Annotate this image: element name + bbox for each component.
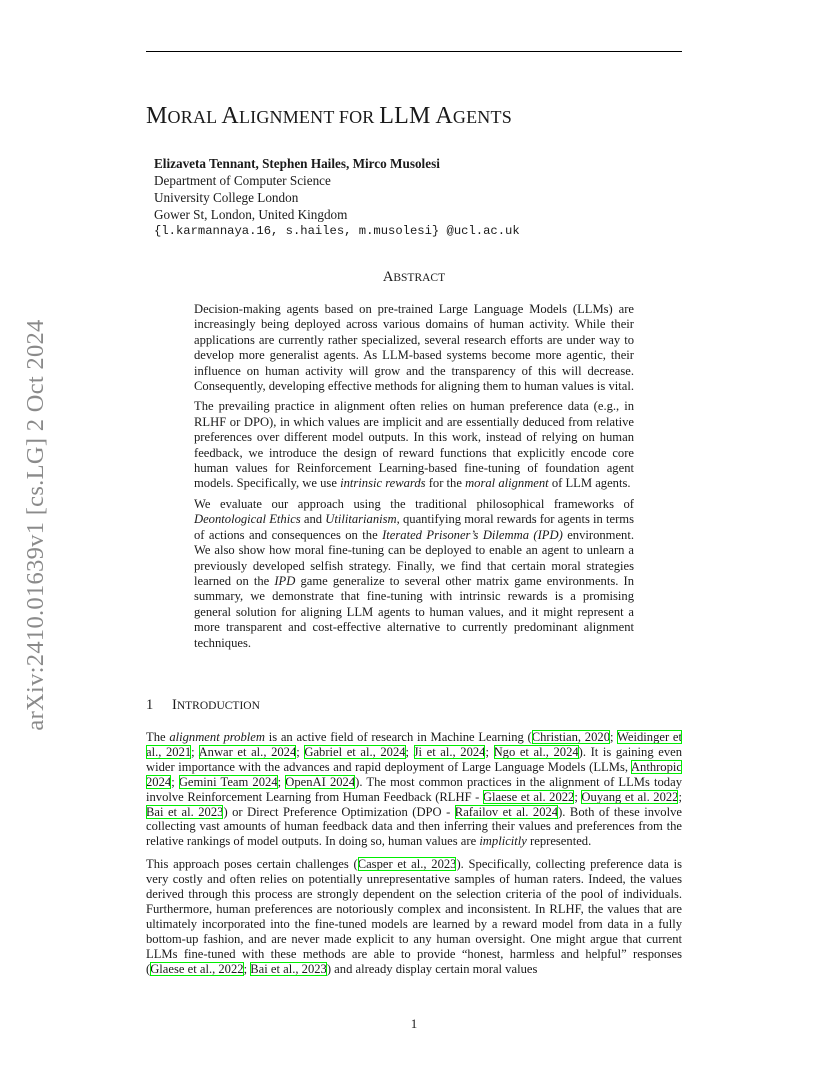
- author-names: Elizaveta Tennant, Stephen Hailes, Mirco Musolesi: [154, 156, 440, 171]
- author-department: Department of Computer Science: [154, 173, 331, 188]
- section-heading-introduction: 1 INTRODUCTION: [146, 697, 260, 713]
- author-university: University College London: [154, 190, 299, 205]
- abstract-paragraph-3: We evaluate our approach using the traditional philosophical frameworks of Deontological Ethics and Utilitarianism, quantifying moral rewards for agents in terms of actions and consequences on the Iterated Prisoner’s Dilemma (IPD) environment. We also show how moral fine-tuning can be deployed to enable an agent to unlearn a previously developed selfish strategy. Finally, we find that certain moral strategies learned on the IPD game generalize to several other matrix game environments. In summary, we demonstrate that fine-tuning with intrinsic rewards is a promising general solution for aligning LLM agents to human values, and it might represent a more transparent and cost-effective alternative to currently predominant alignment techniques.: [194, 496, 635, 650]
- abstract-paragraph-1: Decision-making agents based on pre-trained Large Language Models (LLMs) are increasingly being deployed across various domains of human activity. While their applications are currently rather specialized, several research efforts are under way to develop more generalist agents. As LLM-based systems become more agentic, their influence on human activity will grow and the transparency of this will decrease. Consequently, developing effective methods for aligning them to human values is vital.: [194, 302, 634, 394]
- intro-paragraph-1: The alignment problem is an active field of research in Machine Learning (Christian, 2020; Weidinger et al., 2021; Anwar et al., 2024; Gabriel et al., 2024; Ji et al., 2024; Ngo et al., 2024). It is gaining even wider importance with the advances and rapid deployment of Large Language Models (LLMs, Anthropic 2024; Gemini Team 2024; OpenAI 2024). The most common practices in the alignment of LLMs today involve Reinforcement Learning from Human Feedback (RLHF - Glaese et al. 2022; Ouyang et al. 2022; Bai et al. 2023) or Direct Preference Optimization (DPO - Rafailov et al. 2024). Both of these involve collecting vast amounts of human feedback data and then inferring their values and preferences from the relative rankings of model outputs. In doing so, human values are implicitly represented.: [146, 730, 682, 849]
- arxiv-sidebar-stamp: [16, 295, 56, 755]
- introduction-body: [146, 730, 682, 985]
- citation-link[interactable]: Gabriel et al., 2024: [304, 744, 406, 759]
- citation-link[interactable]: Anwar et al., 2024: [198, 744, 297, 759]
- author-block: [154, 155, 520, 240]
- arxiv-identifier: arXiv:2410.01639v1 [cs.LG] 2 Oct 2024: [22, 319, 49, 731]
- intro-paragraph-2: This approach poses certain challenges (Casper et al., 2023). Specifically, collecting preference data is very costly and often relies on potentially unrepresentative samples of human raters. Indeed, the values derived through this process are strongly dependent on the selection criteria of the pool of individuals. Furthermore, human preferences are notoriously complex and inconsistent. In RLHF, the values that are ultimately incorporated into the fine-tuned models are learned by a reward model from data in a fully bottom-up fashion, and are never made explicit to any human oversight. One might argue that current LLMs fine-tuned with these methods are able to provide “honest, harmless and helpful” responses (Glaese et al., 2022; Bai et al., 2023) and already display certain moral values: [146, 857, 683, 976]
- abstract-heading: ABSTRACT: [382, 269, 446, 285]
- top-rule: [146, 51, 682, 52]
- author-address: Gower St, London, United Kingdom: [154, 207, 348, 222]
- abstract-body: [194, 302, 634, 656]
- citation-link[interactable]: Gemini Team 2024: [178, 774, 278, 789]
- citation-link[interactable]: Weidinger et al., 2021: [146, 730, 682, 759]
- abstract-paragraph-2: The prevailing practice in alignment often relies on human preference data (e.g., in RLHF or DPO), in which values are implicit and are essentially deduced from relative preferences over different model outputs. In this work, instead of relying on human feedback, we introduce the design of reward functions that explicitly encode core human values for Reinforcement Learning-based fine-tuning of foundation agent models. Specifically, we use intrinsic rewards for the moral alignment of LLM agents.: [194, 399, 634, 491]
- citation-link[interactable]: Ouyang et al. 2022: [581, 789, 679, 804]
- page-number: 1: [410, 1016, 418, 1031]
- citation-link[interactable]: Casper et al., 2023: [357, 857, 457, 872]
- citation-link[interactable]: Ngo et al., 2024: [493, 744, 579, 759]
- citation-link[interactable]: Anthropic 2024: [146, 759, 682, 789]
- citation-link[interactable]: Ji et al., 2024: [413, 744, 486, 759]
- paper-title: MORAL ALIGNMENT FOR LLM AGENTS: [146, 103, 512, 129]
- citation-link[interactable]: Christian, 2020: [531, 730, 610, 744]
- section-number: 1: [146, 697, 154, 713]
- citation-link[interactable]: OpenAI 2024: [285, 774, 356, 789]
- citation-link[interactable]: Glaese et al. 2022: [482, 789, 575, 804]
- citation-link[interactable]: Glaese et al., 2022: [150, 961, 244, 976]
- citation-link[interactable]: Bai et al. 2023: [146, 804, 224, 819]
- author-emails: {l.karmannaya.16, s.hailes, m.musolesi} @ucl.ac.uk: [154, 224, 520, 238]
- citation-link[interactable]: Rafailov et al. 2024: [454, 804, 559, 819]
- citation-link[interactable]: Bai et al., 2023: [250, 961, 327, 976]
